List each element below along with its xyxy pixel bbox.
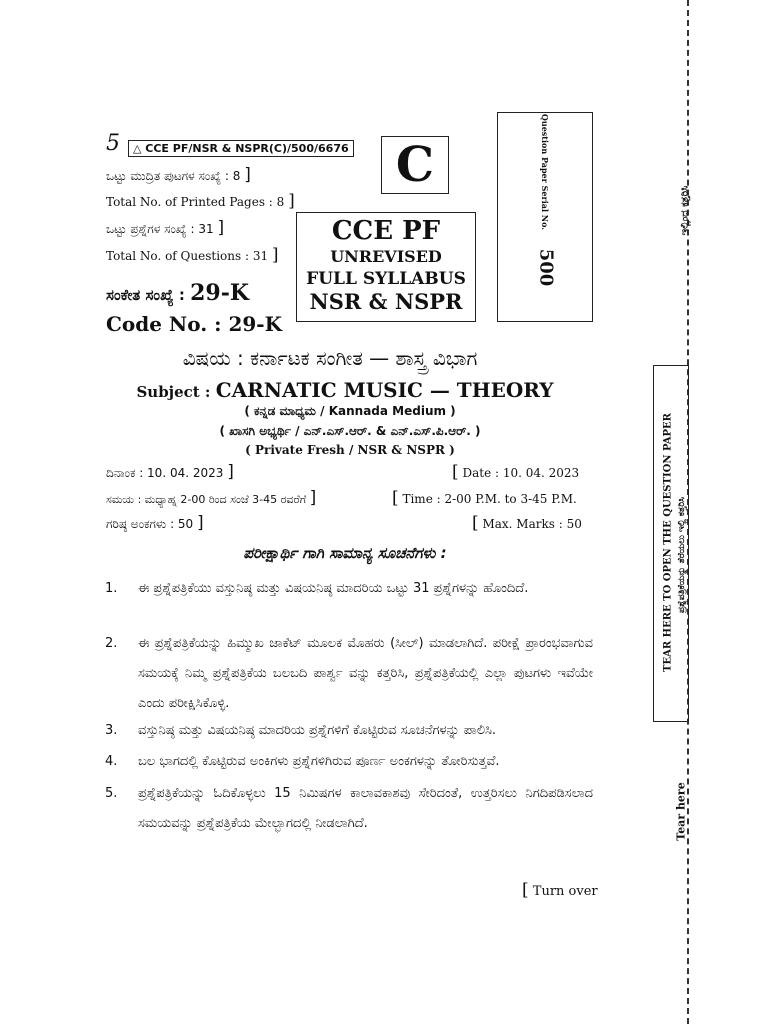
printed-pages-kn: ಒಟ್ಟು ಮುದ್ರಿತ ಪುಟಗಳ ಸಂಖ್ಯೆ : 8 ]	[106, 165, 251, 185]
serial-value: 500	[535, 248, 557, 287]
instructions-heading: ಪರೀಕ್ಷಾರ್ಥಿ ಗಾಗಿ ಸಾಮಾನ್ಯ ಸೂಚನೆಗಳು :	[243, 544, 447, 562]
instruction-text: ಈ ಪ್ರಶ್ನೆಪತ್ರಿಕೆಯು ವಸ್ತುನಿಷ್ಠ ಮತ್ತು ವಿಷಯನಿಷ್ಠ ಮಾದರಿಯ ಒಟ್ಟು 31 ಪ್ರಶ್ನೆಗಳನ್ನು ಹೊಂದಿದೆ.	[138, 581, 529, 596]
date-kn: ದಿನಾಂಕ : 10. 04. 2023 ]	[106, 462, 234, 482]
candidate-kn: ( ಖಾಸಗಿ ಅಭ್ಯರ್ಥಿ / ಎನ್.ಎಸ್.ಆರ್. & ಎನ್.ಎಸ್.ಪಿ.ಆರ್. )	[219, 424, 481, 438]
instruction-number: 4.	[105, 754, 118, 769]
instruction-number: 2.	[105, 636, 118, 651]
paper-code: △ CCE PF/NSR & NSPR(C)/500/6676	[128, 140, 354, 157]
marks-kn: ಗರಿಷ್ಠ ಅಂಕಗಳು : 50 ]	[106, 513, 204, 533]
marks-en: [ Max. Marks : 50	[472, 513, 582, 533]
tear-instruction-kn: ಪ್ರಶ್ನೆಪತ್ರಿಕೆಯನ್ನು ತೆರೆಯಲು ಇಲ್ಲಿ ಕತ್ತರಿಸಿ	[677, 497, 687, 613]
code-kn: ಸಂಕೇತ ಸಂಖ್ಯೆ : 29-K	[106, 280, 249, 306]
page-number: 5	[106, 131, 120, 156]
tear-box	[653, 365, 689, 722]
cut-here-label: ಇಲ್ಲಿಂದ ಕತ್ತರಿಸಿ	[679, 185, 691, 236]
instruction-text: ವಸ್ತುನಿಷ್ಠ ಮತ್ತು ವಿಷಯನಿಷ್ಠ ಮಾದರಿಯ ಪ್ರಶ್ನೆಗಳಿಗೆ ಕೊಟ್ಟಿರುವ ಸೂಚನೆಗಳನ್ನು ಪಾಲಿಸಿ.	[138, 723, 497, 738]
instruction-number: 1.	[105, 581, 118, 596]
instruction-text: ಈ ಪ್ರಶ್ನೆಪತ್ರಿಕೆಯನ್ನು ಹಿಮ್ಮುಖ ಜಾಕೆಟ್ ಮೂಲಕ ಮೊಹರು (ಸೀಲ್) ಮಾಡಲಾಗಿದೆ. ಪರೀಕ್ಷೆ ಪ್ರಾರಂಭವಾಗುವ ಸಮಯಕ್ಕೆ ನಿಮ್ಮ ಪ್ರಶ್ನೆಪತ್ರಿಕೆಯ ಬಲಬದಿ ಪಾರ್ಶ್ವ ವನ್ನು ಕತ್ತರಿಸಿ, ಪ್ರಶ್ನೆಪತ್ರಿಕೆಯಲ್ಲಿ ಎಲ್ಲಾ ಪುಟಗಳು ಇವೆಯೇ ಎಂದು ಪರೀಕ್ಷಿಸಿಕೊಳ್ಳಿ.	[138, 636, 593, 711]
questions-en: Total No. of Questions : 31 ]	[106, 245, 279, 265]
version-box: C	[381, 136, 449, 194]
medium: ( ಕನ್ನಡ ಮಾಧ್ಯಮ / Kannada Medium )	[244, 404, 456, 418]
tear-instruction-en: TEAR HERE TO OPEN THE QUESTION PAPER	[662, 413, 674, 672]
date-en: [ Date : 10. 04. 2023	[452, 462, 580, 482]
instruction-text: ಪ್ರಶ್ನೆಪತ್ರಿಕೆಯನ್ನು ಓದಿಕೊಳ್ಳಲು 15 ನಿಮಿಷಗಳ ಕಾಲಾವಕಾಶವು ಸೇರಿದಂತೆ, ಉತ್ತರಿಸಲು ನಿಗದಿಪಡಿಸಲಾದ ಸಮಯವನ್ನು ಪ್ರಶ್ನೆಪತ್ರಿಕೆಯ ಮೇಲ್ಭಾಗದಲ್ಲಿ ನೀಡಲಾಗಿದೆ.	[138, 786, 593, 831]
instruction-text: ಬಲ ಭಾಗದಲ್ಲಿ ಕೊಟ್ಟಿರುವ ಅಂಕಿಗಳು ಪ್ರಶ್ನೆಗಳಿಗಿರುವ ಪೂರ್ಣ ಅಂಕಗಳನ್ನು ತೋರಿಸುತ್ತವೆ.	[138, 754, 500, 769]
exam-box: CCE PF UNREVISED FULL SYLLABUS NSR & NSPR	[296, 212, 476, 322]
subject-kn: ವಿಷಯ : ಕರ್ನಾಟಕ ಸಂಗೀತ — ಶಾಸ್ತ್ರ ವಿಭಾಗ	[182, 346, 478, 370]
printed-pages-en: Total No. of Printed Pages : 8 ]	[106, 191, 295, 211]
serial-box	[497, 112, 593, 322]
code-en: Code No. : 29-K	[106, 312, 282, 336]
turn-over: [ Turn over	[522, 880, 598, 900]
time-kn: ಸಮಯ : ಮಧ್ಯಾಹ್ನ 2-00 ರಿಂದ ಸಂಜೆ 3-45 ರವರೆಗೆ ]	[106, 488, 317, 508]
instruction-number: 3.	[105, 723, 118, 738]
candidate-en: ( Private Fresh / NSR & NSPR )	[245, 443, 455, 457]
subject-en: Subject : CARNATIC MUSIC — THEORY	[136, 378, 554, 402]
tear-here-label: Tear here	[674, 782, 688, 841]
questions-kn: ಒಟ್ಟು ಪ್ರಶ್ನೆಗಳ ಸಂಖ್ಯೆ : 31 ]	[106, 218, 225, 238]
time-en: [ Time : 2-00 P.M. to 3-45 P.M.	[392, 488, 577, 508]
serial-label: Question Paper Serial No.	[540, 113, 550, 231]
instruction-number: 5.	[105, 786, 118, 801]
